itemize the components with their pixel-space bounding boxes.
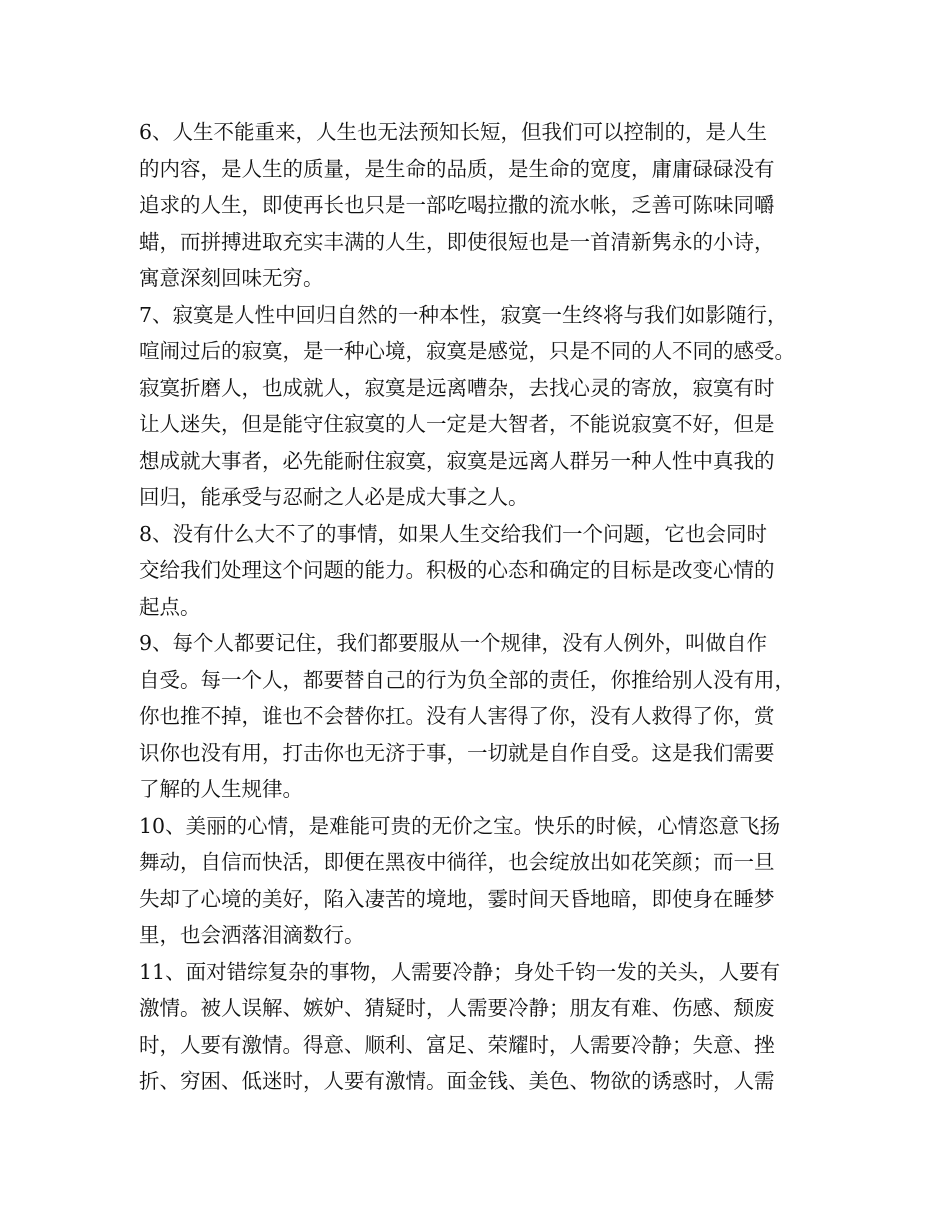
- text-line: 回归，能承受与忍耐之人必是成大事之人。: [139, 485, 529, 509]
- text-line: 6、人生不能重来，人生也无法预知长短，但我们可以控制的，是人生: [139, 120, 768, 144]
- text-line: 11、面对错综复杂的事物，人需要冷静；身处千钧一发的关头，人要有: [139, 959, 781, 984]
- text-line: 时，人要有激情。得意、顺利、富足、荣耀时，人需要冷静；失意、挫: [139, 1032, 775, 1057]
- text-line: 追求的人生，即使再长也只是一部吃喝拉撒的流水帐，乏善可陈味同嚼: [139, 193, 775, 217]
- document-body: [139, 114, 829, 1100]
- text-line: 你也推不掉，谁也不会替你扛。没有人害得了你，没有人救得了你，赏: [139, 704, 775, 728]
- text-line: 激情。被人误解、嫉妒、猜疑时，人需要冷静；朋友有难、伤感、颓废: [139, 996, 775, 1020]
- text-line: 蜡，而拼搏进取充实丰满的人生，即使很短也是一首清新隽永的小诗，: [139, 229, 775, 254]
- text-line: 8、没有什么大不了的事情，如果人生交给我们一个问题，它也会同时: [139, 521, 768, 546]
- text-line: 9、每个人都要记住，我们都要服从一个规律，没有人例外，叫做自作: [139, 631, 768, 655]
- text-line: 寂寞折磨人，也成就人，寂寞是远离嘈杂，去找心灵的寄放，寂寞有时: [139, 375, 775, 400]
- text-line: 交给我们处理这个问题的能力。积极的心态和确定的目标是改变心情的: [139, 558, 775, 582]
- text-line: 想成就大事者，必先能耐住寂寞，寂寞是远离人群另一种人性中真我的: [139, 448, 775, 473]
- text-line: 识你也没有用，打击你也无济于事，一切就是自作自受。这是我们需要: [139, 740, 775, 765]
- text-line: 的内容，是人生的质量，是生命的品质，是生命的宽度，庸庸碌碌没有: [139, 156, 775, 181]
- text-line: 了解的人生规律。: [139, 777, 303, 801]
- text-line: 寓意深刻回味无穷。: [139, 266, 324, 290]
- text-line: 折、穷困、低迷时，人要有激情。面金钱、美色、物欲的诱惑时，人需: [139, 1069, 775, 1093]
- text-line: 10、美丽的心情，是难能可贵的无价之宝。快乐的时候，心情恣意飞扬: [139, 813, 781, 838]
- text-line: 舞动，自信而快活，即便在黑夜中徜徉，也会绽放出如花笑颜；而一旦: [139, 850, 775, 874]
- text-line: 喧闹过后的寂寞，是一种心境，寂寞是感觉，只是不同的人不同的感受。: [139, 339, 795, 363]
- text-line: 里，也会洒落泪滴数行。: [139, 923, 365, 947]
- text-line: 起点。: [139, 594, 201, 619]
- text-line: 让人迷失，但是能守住寂寞的人一定是大智者，不能说寂寞不好，但是: [139, 412, 775, 436]
- text-line: 失却了心境的美好，陷入凄苦的境地，霎时间天昏地暗，即使身在睡梦: [139, 886, 775, 911]
- text-line: 自受。每一个人，都要替自己的行为负全部的责任，你推给别人没有用，: [139, 667, 795, 692]
- text-line: 7、寂寞是人性中回归自然的一种本性，寂寞一生终将与我们如影随行，: [139, 302, 788, 327]
